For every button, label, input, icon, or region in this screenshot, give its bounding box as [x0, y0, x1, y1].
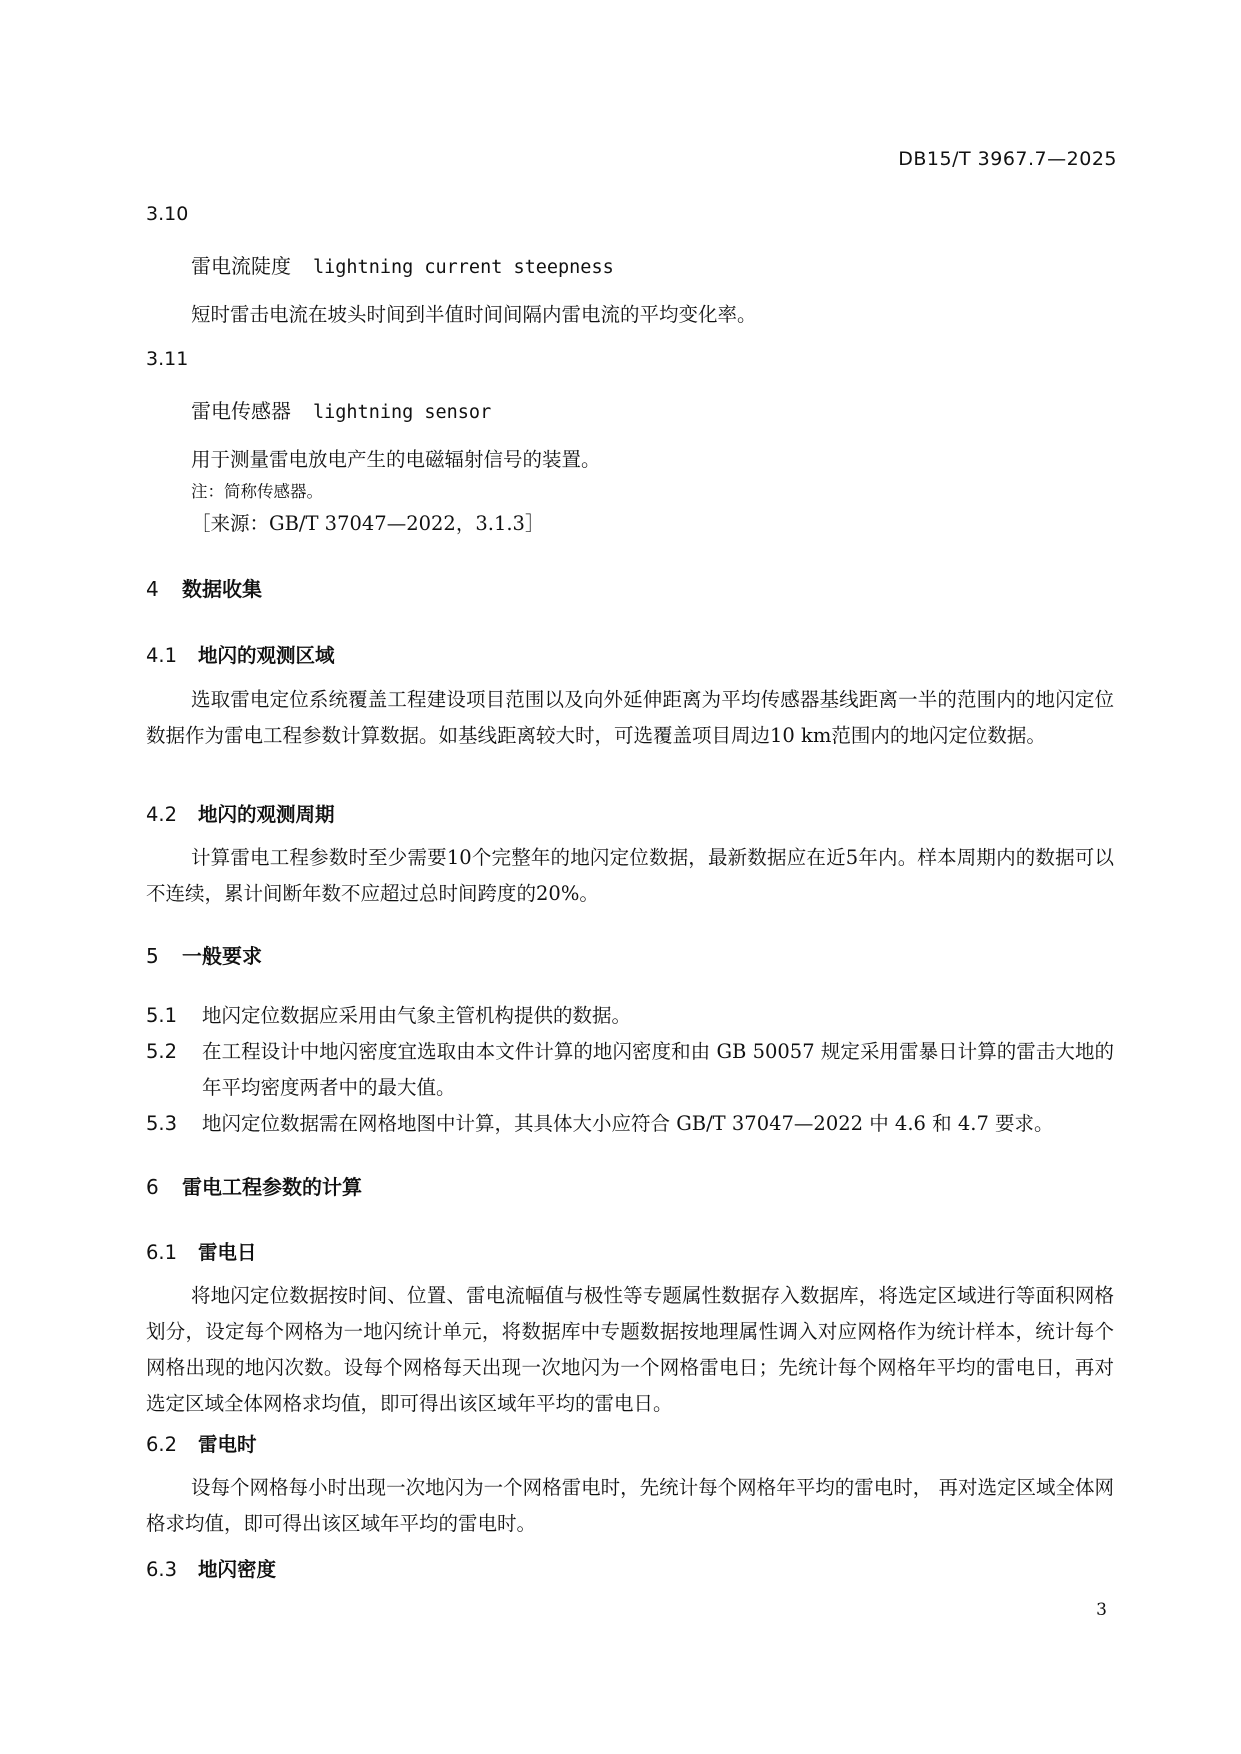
subsection-heading: 6.3 地闪密度	[146, 1558, 277, 1581]
subsection-heading: 6.2 雷电时	[146, 1433, 257, 1456]
term-number: 3.10	[146, 203, 189, 225]
term-definition: 短时雷击电流在坡头时间到半值时间间隔内雷电流的平均变化率。	[191, 303, 757, 326]
page-number: 3	[1096, 1600, 1107, 1620]
paragraph: 计算雷电工程参数时至少需要10个完整年的地闪定位数据，最新数据应在近5年内。样本周期内的数据可以不连续，累计间断年数不应超过总时间跨度的20%。	[146, 846, 1114, 905]
section-heading: 5 一般要求	[146, 944, 262, 968]
term-chinese: 雷电流陡度	[191, 254, 291, 278]
term-title	[191, 250, 614, 279]
term-source: ［来源：GB/T 37047—2022，3.1.3］	[191, 512, 545, 535]
term-number: 3.11	[146, 348, 189, 370]
list-item: 5.1 地闪定位数据应采用由气象主管机构提供的数据。	[146, 1004, 632, 1027]
paragraph: 选取雷电定位系统覆盖工程建设项目范围以及向外延伸距离为平均传感器基线距离一半的范围内的地闪定位数据作为雷电工程参数计算数据。如基线距离较大时，可选覆盖项目周边10 km范围内的地闪定位数据。	[146, 688, 1114, 747]
term-english: lightning sensor	[313, 402, 492, 423]
list-item: 5.2 在工程设计中地闪密度宜选取由本文件计算的地闪密度和由 GB 50057 规定采用雷暴日计算的雷击大地的年平均密度两者中的最大值。	[146, 1040, 1114, 1099]
section-heading: 6 雷电工程参数的计算	[146, 1175, 362, 1199]
paragraph: 设每个网格每小时出现一次地闪为一个网格雷电时，先统计每个网格年平均的雷电时， 再对选定区域全体网格求均值，即可得出该区域年平均的雷电时。	[146, 1476, 1114, 1535]
term-note: 注：简称传感器。	[191, 482, 323, 501]
term-definition: 用于测量雷电放电产生的电磁辐射信号的装置。	[191, 448, 601, 471]
subsection-heading: 6.1 雷电日	[146, 1241, 257, 1264]
subsection-heading: 4.2 地闪的观测周期	[146, 803, 335, 826]
term-title	[191, 395, 491, 424]
term-chinese: 雷电传感器	[191, 399, 291, 423]
paragraph: 将地闪定位数据按时间、位置、雷电流幅值与极性等专题属性数据存入数据库，将选定区域进行等面积网格划分，设定每个网格为一地闪统计单元，将数据库中专题数据按地理属性调入对应网格作为统计样本，统计每个网格出现的地闪次数。设每个网格每天出现一次地闪为一个网格雷电日；先统计每个网格年平均的雷电日，再对选定区域全体网格求均值，即可得出该区域年平均的雷电日。	[146, 1284, 1114, 1415]
section-heading: 4 数据收集	[146, 577, 262, 601]
document-code: DB15/T 3967.7—2025	[898, 148, 1117, 170]
list-item: 5.3 地闪定位数据需在网格地图中计算，其具体大小应符合 GB/T 37047—2022 中 4.6 和 4.7 要求。	[146, 1112, 1054, 1135]
term-english: lightning current steepness	[313, 257, 614, 278]
subsection-heading: 4.1 地闪的观测区域	[146, 644, 335, 667]
